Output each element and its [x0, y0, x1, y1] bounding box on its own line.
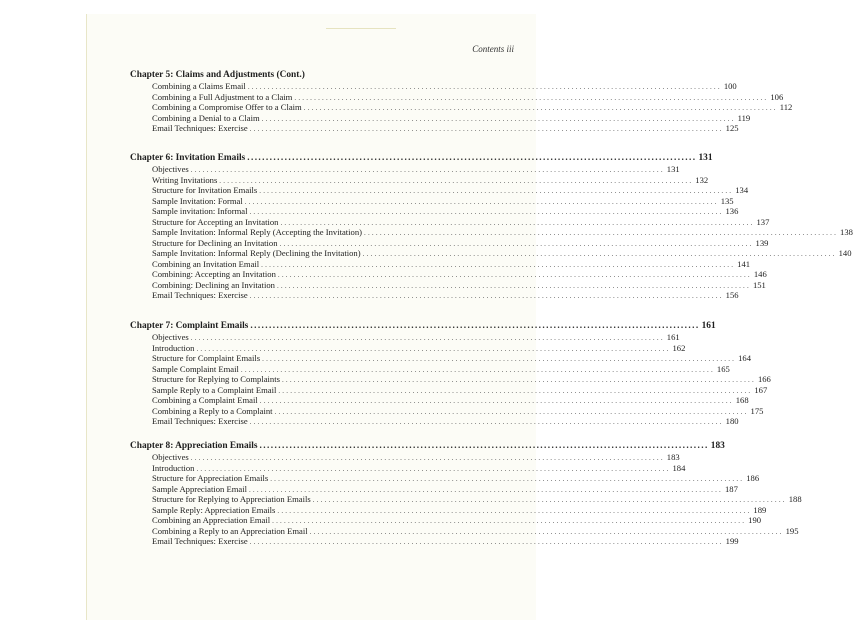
- dot-leader: ........................................................................................................................: [262, 355, 737, 363]
- chapter-page-number: 131: [698, 153, 713, 163]
- dot-leader: ........................................................................................................................: [280, 218, 755, 227]
- dot-leader: ........................................................................................................................: [312, 496, 787, 504]
- chapter-title: Chapter 5: Claims and Adjustments (Cont.): [130, 70, 305, 80]
- chapter-title: Chapter 7: Complaint Emails: [130, 321, 249, 331]
- toc-entry[interactable]: [152, 174, 709, 186]
- dot-leader: ........................................................................................................................: [247, 153, 697, 163]
- toc-entry[interactable]: [152, 342, 686, 354]
- toc-entry-label: Combining a Denial to a Claim: [152, 112, 260, 123]
- dot-leader: ........................................................................................................................: [309, 527, 784, 536]
- toc-entry-page-number: 134: [735, 185, 749, 195]
- toc-entry-page-number: 167: [754, 384, 768, 395]
- toc-entry-page-number: 184: [672, 462, 686, 473]
- page-top-mark: [326, 28, 396, 29]
- toc-entry-page-number: 131: [666, 164, 680, 174]
- toc-entry-page-number: 136: [725, 206, 739, 216]
- dot-leader: ........................................................................................................................: [196, 344, 671, 353]
- toc-entry[interactable]: [152, 395, 749, 406]
- chapter-title: Chapter 8: Appreciation Emails: [130, 441, 258, 451]
- toc-entry-label: Email Techniques: Exercise: [152, 536, 248, 546]
- dot-leader: ........................................................................................................................: [240, 365, 715, 374]
- toc-entry-page-number: 183: [666, 452, 680, 462]
- toc-entry-page-number: 106: [770, 91, 784, 102]
- dot-leader: ........................................................................................................................: [249, 292, 724, 300]
- toc-entry-page-number: 164: [738, 353, 752, 363]
- toc-entry[interactable]: [152, 237, 769, 249]
- toc-entry-label: Combining a Compromise Offer to a Claim: [152, 102, 302, 112]
- toc-entry-page-number: 161: [666, 332, 680, 342]
- toc-entry-label: Email Techniques: Exercise: [152, 123, 248, 133]
- toc-entry[interactable]: [152, 102, 793, 113]
- toc-entry-label: Sample Invitation: Informal Reply (Accepting the Invitation): [152, 227, 363, 237]
- dot-leader: ........................................................................................................................: [261, 114, 736, 123]
- toc-entry[interactable]: [152, 123, 739, 134]
- dot-leader: ........................................................................................................................: [249, 208, 724, 216]
- toc-entry[interactable]: [152, 536, 739, 547]
- dot-leader: ........................................................................................................................: [272, 517, 747, 525]
- toc-entry[interactable]: [152, 258, 751, 270]
- dot-leader: ........................................................................................................................: [250, 321, 700, 331]
- chapter-heading: [130, 69, 420, 81]
- toc-entry-page-number: 190: [748, 515, 762, 525]
- toc-entry-page-number: 119: [737, 112, 751, 123]
- toc-entry-label: Sample Invitation: Informal Reply (Declining the Invitation): [152, 248, 361, 258]
- dot-leader: ........................................................................................................................: [362, 250, 837, 258]
- toc-entry-label: Structure for Declining an Invitation: [152, 237, 278, 248]
- toc-entry-label: Combining a Claims Email: [152, 81, 246, 91]
- dot-leader: ........................................................................................................................: [259, 397, 734, 405]
- toc-entry[interactable]: [152, 515, 762, 526]
- chapter-8-section: [130, 440, 802, 547]
- toc-entry-label: Introduction: [152, 462, 195, 473]
- toc-entry[interactable]: [152, 112, 751, 124]
- dot-leader: ........................................................................................................................: [196, 464, 671, 473]
- toc-entry-page-number: 141: [737, 258, 751, 269]
- toc-entry[interactable]: [152, 374, 771, 385]
- toc-entry-page-number: 112: [779, 102, 793, 112]
- dot-leader: ........................................................................................................................: [277, 506, 752, 515]
- dot-leader: ........................................................................................................................: [249, 125, 724, 133]
- toc-entry[interactable]: [152, 384, 768, 396]
- chapter-title: Chapter 6: Invitation Emails: [130, 153, 246, 163]
- toc-entry[interactable]: [152, 227, 853, 238]
- toc-entry-label: Sample Reply to a Complaint Email: [152, 384, 277, 395]
- toc-entry[interactable]: [152, 290, 739, 301]
- toc-entry-page-number: 189: [753, 504, 767, 515]
- toc-entry[interactable]: [152, 248, 852, 259]
- toc-entry[interactable]: [152, 353, 752, 364]
- chapter-heading: [130, 440, 725, 452]
- toc-entry[interactable]: [152, 473, 760, 484]
- toc-entry[interactable]: [152, 452, 680, 463]
- toc-entry-label: Sample invitation: Informal: [152, 206, 248, 216]
- toc-entry-label: Combining a Reply to an Appreciation Email: [152, 525, 308, 536]
- dot-leader: ........................................................................................................................: [259, 441, 709, 451]
- toc-entry-label: Structure for Invitation Emails: [152, 185, 258, 195]
- toc-entry[interactable]: [152, 185, 749, 196]
- book-page: [86, 14, 853, 620]
- dot-leader: ........................................................................................................................: [190, 166, 665, 174]
- toc-entry-label: Sample Complaint Email: [152, 363, 239, 374]
- dot-leader: ........................................................................................................................: [276, 281, 751, 290]
- toc-entry-page-number: 166: [757, 374, 771, 384]
- toc-entry[interactable]: [152, 363, 730, 375]
- toc-entry[interactable]: [152, 81, 737, 92]
- running-head: Contents iii: [472, 44, 514, 54]
- chapter-5-section: [130, 69, 793, 134]
- toc-entry-label: Structure for Accepting an Invitation: [152, 216, 279, 227]
- toc-entry-label: Objectives: [152, 452, 189, 462]
- toc-entry[interactable]: [152, 332, 680, 343]
- toc-entry-label: Writing Invitations: [152, 174, 218, 185]
- chapter-page-number: 161: [701, 321, 716, 331]
- dot-leader: ........................................................................................................................: [244, 197, 719, 206]
- dot-leader: ........................................................................................................................: [190, 454, 665, 462]
- toc-entry[interactable]: [152, 483, 738, 495]
- toc-entry-label: Combining a Complaint Email: [152, 395, 258, 405]
- toc-entry-page-number: 151: [752, 279, 766, 290]
- dot-leader: ........................................................................................................................: [279, 239, 754, 248]
- dot-leader: ........................................................................................................................: [270, 475, 745, 483]
- toc-entry[interactable]: [152, 416, 739, 427]
- dot-leader: ........................................................................................................................: [219, 176, 694, 185]
- dot-leader: ........................................................................................................................: [274, 407, 749, 416]
- chapter-7-section: [130, 320, 771, 427]
- toc-entry[interactable]: [152, 405, 764, 417]
- toc-entry-page-number: 135: [720, 195, 734, 206]
- dot-leader: ........................................................................................................................: [261, 260, 736, 269]
- toc-entry-page-number: 146: [753, 269, 767, 279]
- chapter-heading: [130, 320, 716, 332]
- toc-entry-label: Structure for Replying to Complaints: [152, 374, 280, 384]
- dot-leader: ........................................................................................................................: [248, 485, 723, 494]
- toc-entry-label: Introduction: [152, 342, 195, 353]
- chapter-6-section: [130, 152, 853, 301]
- toc-entry[interactable]: [152, 279, 766, 291]
- toc-entry[interactable]: [152, 164, 680, 175]
- toc-entry-label: Sample Invitation: Formal: [152, 195, 243, 206]
- toc-entry-page-number: 156: [725, 290, 739, 300]
- toc-entry-page-number: 186: [746, 473, 760, 483]
- toc-entry-page-number: 125: [725, 123, 739, 133]
- toc-entry-page-number: 168: [735, 395, 749, 405]
- toc-entry-label: Structure for Appreciation Emails: [152, 473, 269, 483]
- toc-entry-page-number: 162: [672, 342, 686, 353]
- toc-entry-label: Structure for Replying to Appreciation Emails: [152, 494, 311, 504]
- toc-entry-label: Objectives: [152, 164, 189, 174]
- dot-leader: ........................................................................................................................: [249, 418, 724, 426]
- toc-entry-page-number: 132: [695, 174, 709, 185]
- dot-leader: ........................................................................................................................: [281, 376, 756, 384]
- toc-entry-label: Objectives: [152, 332, 189, 342]
- dot-leader: ........................................................................................................................: [259, 187, 734, 195]
- toc-entry-page-number: 138: [840, 227, 853, 237]
- toc-entry-label: Email Techniques: Exercise: [152, 290, 248, 300]
- toc-entry-page-number: 165: [716, 363, 730, 374]
- toc-entry-label: Email Techniques: Exercise: [152, 416, 248, 426]
- toc-entry-label: Combining an Invitation Email: [152, 258, 260, 269]
- toc-entry-page-number: 188: [788, 494, 802, 504]
- toc-entry-label: Combining: Declining an Invitation: [152, 279, 275, 290]
- toc-entry-label: Combining an Appreciation Email: [152, 515, 271, 525]
- chapter-page-number: 183: [710, 441, 725, 451]
- toc-entry-label: Combining a Reply to a Complaint: [152, 405, 273, 416]
- toc-entry-page-number: 137: [756, 216, 770, 227]
- toc-entry[interactable]: [152, 195, 734, 207]
- toc-entry-page-number: 187: [724, 483, 738, 494]
- toc-entry-label: Sample Appreciation Email: [152, 483, 247, 494]
- toc-entry[interactable]: [152, 462, 686, 474]
- toc-entry[interactable]: [152, 504, 767, 516]
- toc-entry[interactable]: [152, 91, 784, 103]
- toc-entry[interactable]: [152, 206, 739, 217]
- toc-entry-page-number: 199: [725, 536, 739, 546]
- toc-entry-page-number: 195: [785, 525, 799, 536]
- dot-leader: ........................................................................................................................: [190, 334, 665, 342]
- toc-entry-page-number: 180: [725, 416, 739, 426]
- toc-entry[interactable]: [152, 269, 767, 280]
- dot-leader: ........................................................................................................................: [247, 83, 722, 91]
- toc-entry-page-number: 100: [723, 81, 737, 91]
- dot-leader: ........................................................................................................................: [303, 104, 778, 112]
- toc-entry-label: Combining a Full Adjustment to a Claim: [152, 91, 293, 102]
- toc-entry-page-number: 140: [838, 248, 852, 258]
- toc-entry-page-number: 139: [755, 237, 769, 248]
- toc-entry-label: Sample Reply: Appreciation Emails: [152, 504, 276, 515]
- toc-entry[interactable]: [152, 525, 799, 537]
- dot-leader: ........................................................................................................................: [294, 93, 769, 102]
- toc-entry-label: Combining: Accepting an Invitation: [152, 269, 276, 279]
- toc-entry-label: Structure for Complaint Emails: [152, 353, 261, 363]
- toc-entry[interactable]: [152, 216, 770, 228]
- dot-leader: ........................................................................................................................: [364, 229, 839, 237]
- dot-leader: ........................................................................................................................: [277, 271, 752, 279]
- chapter-heading: [130, 152, 713, 164]
- toc-entry[interactable]: [152, 494, 802, 505]
- dot-leader: ........................................................................................................................: [249, 538, 724, 546]
- toc-entry-page-number: 175: [750, 405, 764, 416]
- dot-leader: ........................................................................................................................: [278, 386, 753, 395]
